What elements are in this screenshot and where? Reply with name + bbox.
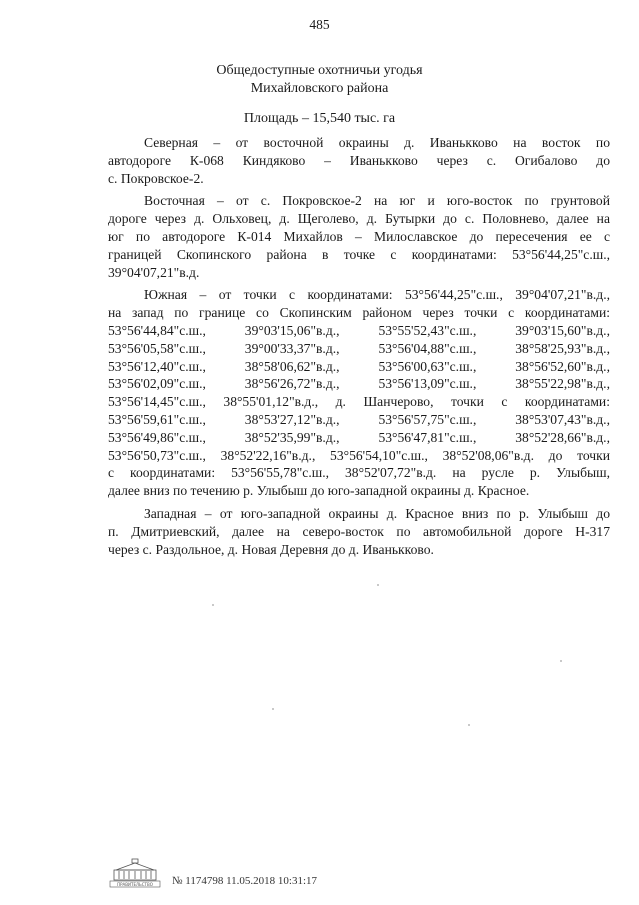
latitude: 53°56'05,58"с.ш., <box>108 340 206 356</box>
latitude: 53°55'52,43"с.ш., <box>378 322 477 338</box>
scan-speck <box>560 660 562 662</box>
area-line: Площадь – 15,540 тыс. га <box>243 111 396 126</box>
eastern-boundary-paragraph <box>108 192 610 281</box>
text-line: дороге через д. Ольховец, д. Щеголево, д. Бутырки до с. Половнево, далее на <box>108 211 610 227</box>
text-line: 53°56'50,73"с.ш., 38°52'22,16"в.д., 53°56'54,10"с.ш., 38°52'08,06"в.д. до точки <box>108 447 610 463</box>
longitude: 38°53'27,12"в.д., <box>244 411 340 427</box>
scan-speck <box>468 724 470 726</box>
text-line: п. Дмитриевский, далее на северо-восток по автомобильной дороге Н-317 <box>108 523 610 539</box>
document-title <box>0 62 639 98</box>
latitude: 53°56'59,61"с.ш., <box>108 411 206 427</box>
longitude: 38°56'52,60"в.д., <box>515 358 610 374</box>
text-line: через с. Раздольное, д. Новая Деревня до д. Иванькково. <box>108 541 434 557</box>
text-line: Восточная – от с. Покровское-2 на юг и юго-восток по грунтовой <box>144 193 610 209</box>
title-line-1: Общедоступные охотничьи угодья <box>216 63 423 78</box>
longitude: 38°58'25,93"в.д., <box>515 340 610 356</box>
scan-speck <box>272 708 274 710</box>
western-boundary-paragraph <box>108 505 610 558</box>
text-line: на запад по границе со Скопинским районом через точки с координатами: <box>108 305 610 321</box>
longitude: 39°03'15,60"в.д., <box>515 322 610 338</box>
title-line-2: Михайловского района <box>250 81 389 96</box>
document-registration-info: № 1174798 11.05.2018 10:31:17 <box>172 875 318 887</box>
latitude: 53°56'44,84"с.ш., <box>108 322 206 338</box>
text-line: Южная – от точки с координатами: 53°56'44,25"с.ш., 39°04'07,21"в.д., <box>144 287 610 303</box>
coordinate-row <box>108 411 610 429</box>
longitude: 38°52'28,66"в.д., <box>515 429 610 445</box>
seal-caption: ПРАВИТЕЛЬСТВО <box>117 882 153 887</box>
government-building-icon <box>108 858 162 888</box>
latitude: 53°56'57,75"с.ш., <box>378 411 477 427</box>
longitude: 39°03'15,06"в.д., <box>244 322 340 338</box>
longitude: 38°52'35,99"в.д., <box>244 429 340 445</box>
page-number: 485 <box>309 17 330 32</box>
scan-speck <box>377 584 379 586</box>
text-line: с координатами: 53°56'55,78"с.ш., 38°52'07,72"в.д. на русле р. Улыбыш, <box>108 465 610 481</box>
text-line: границей Скопинского района в точке с координатами: 53°56'44,25"с.ш., <box>108 246 610 262</box>
coordinate-row <box>108 429 610 447</box>
coordinate-row <box>108 375 610 393</box>
southern-boundary-paragraph <box>108 286 610 500</box>
latitude: 53°56'13,09"с.ш., <box>378 376 477 392</box>
latitude: 53°56'49,86"с.ш., <box>108 429 206 445</box>
text-line: Северная – от восточной окраины д. Иванькково на восток по <box>144 135 610 150</box>
text-line: автодороге К-068 Киндяково – Иванькково через с. Огибалово до <box>108 152 610 168</box>
latitude: 53°56'12,40"с.ш., <box>108 358 206 374</box>
longitude: 38°58'06,62"в.д., <box>244 358 340 374</box>
coordinate-row <box>108 340 610 358</box>
latitude: 53°56'02,09"с.ш., <box>108 376 206 392</box>
text-line: 39°04'07,21"в.д. <box>108 264 200 280</box>
latitude: 53°56'04,88"с.ш., <box>378 340 477 356</box>
latitude: 53°56'47,81"с.ш., <box>378 429 477 445</box>
document-footer <box>108 858 317 888</box>
longitude: 39°00'33,37"в.д., <box>244 340 340 356</box>
text-line: Западная – от юго-западной окраины д. Красное вниз по р. Улыбыш до <box>144 505 610 521</box>
coordinate-row <box>108 322 610 340</box>
text-line: юг по автодороге К-014 Михайлов – Милославское до пересечения ее с <box>108 228 610 244</box>
northern-boundary-paragraph <box>108 134 610 187</box>
text-line: с. Покровское-2. <box>108 170 204 186</box>
longitude: 38°53'07,43"в.д., <box>515 411 610 427</box>
longitude: 38°56'26,72"в.д., <box>244 376 340 392</box>
coordinate-row <box>108 358 610 376</box>
scan-speck <box>212 604 214 606</box>
boundary-description <box>108 134 610 563</box>
longitude: 38°55'22,98"в.д., <box>515 376 610 392</box>
text-line: далее вниз по течению р. Улыбыш до юго-западной окраины д. Красное. <box>108 483 530 499</box>
text-line: 53°56'14,45"с.ш., 38°55'01,12"в.д., д. Шанчерово, точки с координатами: <box>108 394 610 410</box>
latitude: 53°56'00,63"с.ш., <box>378 358 477 374</box>
